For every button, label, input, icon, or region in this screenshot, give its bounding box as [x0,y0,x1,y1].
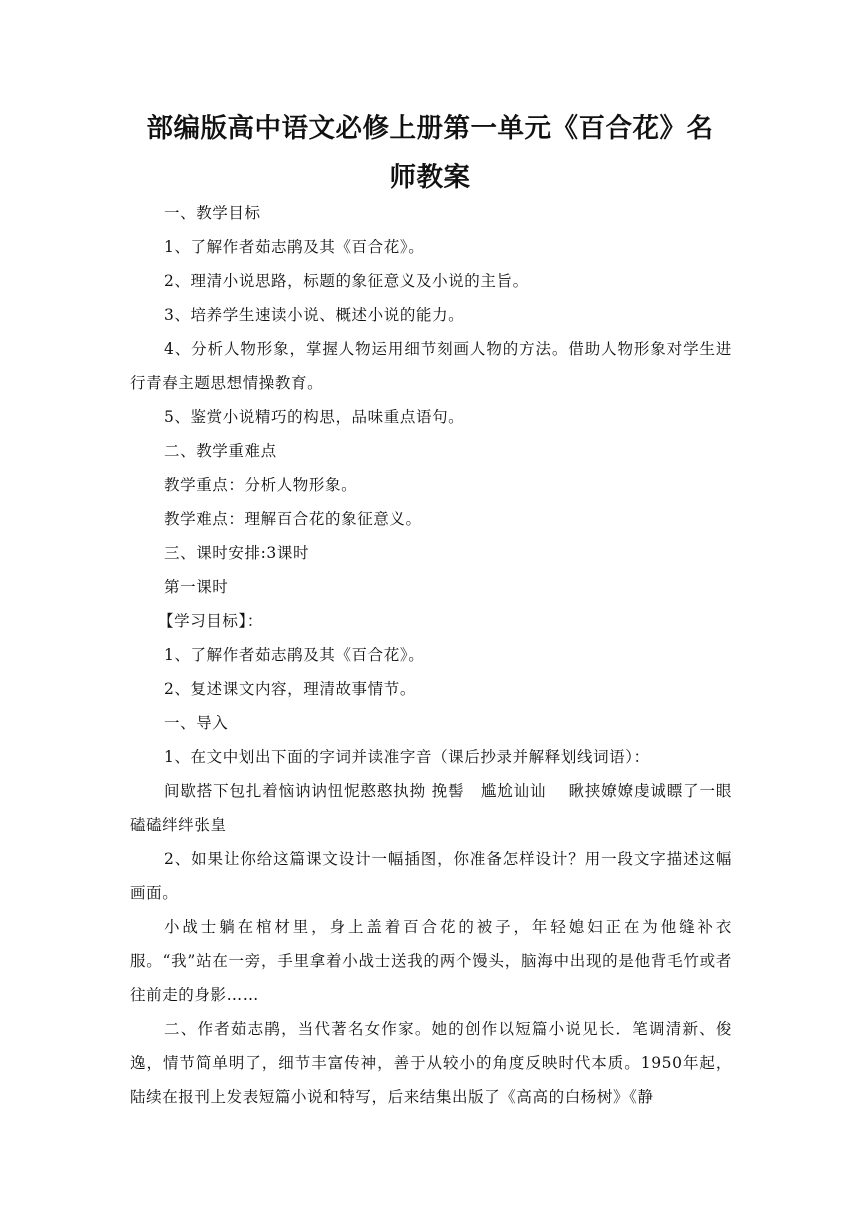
sample-answer: 小战士躺在棺材里，身上盖着百合花的被子，年轻媳妇正在为他缝补衣服。“我”站在一旁，手里拿着小战士送我的两个馒头，脑海中出现的是他背毛竹或者往前走的身影…… [130,918,732,1004]
section-heading-objectives: 一、教学目标 [164,204,261,222]
vocabulary-list: 间歇搭下包扎着恼讷讷忸怩憨憨执拗 挽髻 尴尬讪讪 瞅挟嫽嫽虔诚瞟了一眼磕磕绊绊张皇 [130,782,732,834]
section-heading-schedule: 三、课时安排:3课时 [164,544,310,562]
intro-task: 1、在文中划出下面的字词并读准字音（课后抄录并解释划线词语）： [164,748,650,766]
learning-objective-item: 2、复述课文内容，理清故事情节。 [164,680,416,698]
objective-item: 3、培养学生速读小说、概述小说的能力。 [164,306,465,324]
section-heading-key-points: 二、教学重难点 [164,442,277,460]
objective-item: 5、鉴赏小说精巧的构思，品味重点语句。 [164,408,465,426]
intro-task: 2、如果让你给这篇课文设计一幅插图，你准备怎样设计？用一段文字描述这幅画面。 [130,850,732,902]
learning-objective-item: 1、了解作者茹志鹃及其《百合花》。 [164,646,425,664]
document-body [130,196,732,1114]
learning-objectives-heading: 【学习目标】： [158,612,263,630]
author-introduction: 二、作者茹志鹃，当代著名女作家。她的创作以短篇小说见长．笔调清新、俊逸，情节简单明了，细节丰富传神，善于从较小的角度反映时代本质。1950年起，陆续在报刊上发表短篇小说和特写，后来结集出版了《高高的白杨树》《静 [130,1020,732,1106]
lesson-heading: 第一课时 [164,578,229,596]
document-title [130,104,730,202]
title-line-2: 师教案 [389,162,471,193]
objective-item: 2、理清小说思路，标题的象征意义及小说的主旨。 [164,272,529,290]
objective-item: 4、分析人物形象，掌握人物运用细节刻画人物的方法。借助人物形象对学生进行青春主题思想情操教育。 [130,340,732,392]
section-heading-intro: 一、导入 [164,714,229,732]
title-line-1: 部编版高中语文必修上册第一单元《百合花》名 [146,113,714,144]
difficult-point: 教学难点：理解百合花的象征意义。 [164,510,422,528]
objective-item: 1、了解作者茹志鹃及其《百合花》。 [164,238,425,256]
key-point: 教学重点：分析人物形象。 [164,476,358,494]
